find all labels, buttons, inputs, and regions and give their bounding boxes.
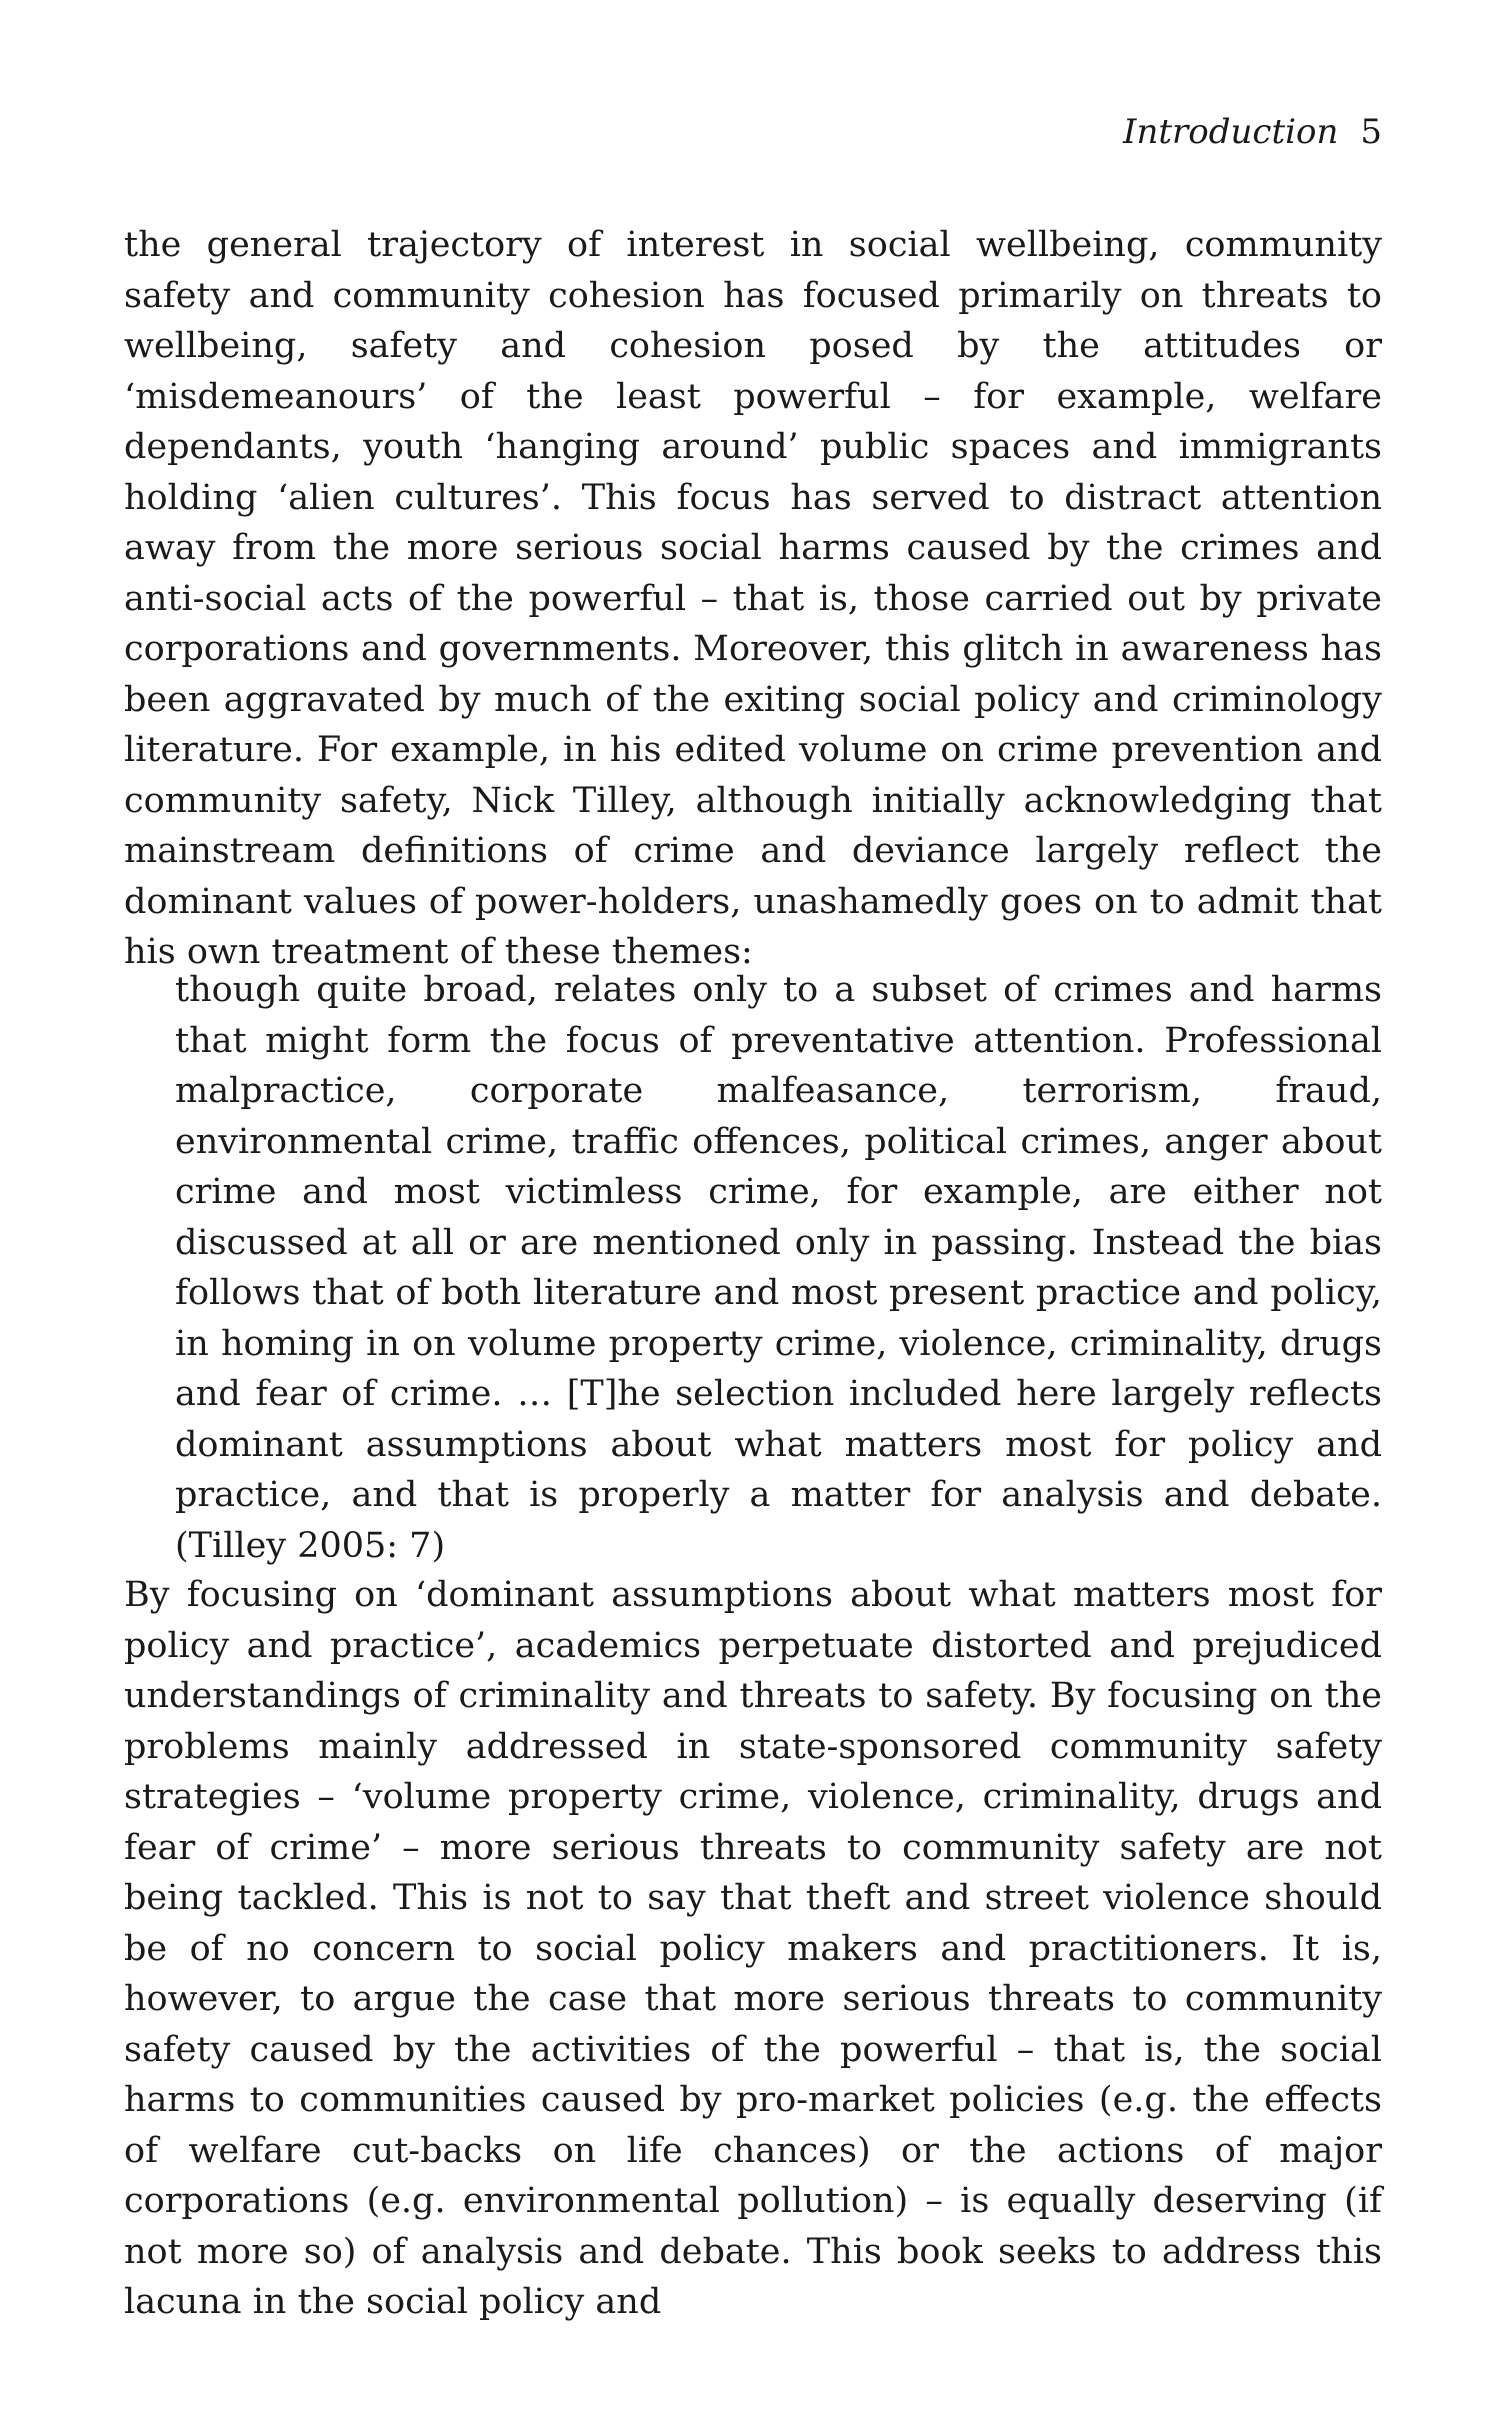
body-paragraph-1: the general trajectory of interest in social wellbeing, community safety and community cohesion has focused primarily on threats to wellbeing, safety and cohesion posed by the attitudes or ‘misdemeanours’ of the least powerful – for example, welfare dependants, youth ‘hanging around’ public spaces and immigrants holding ‘alien cultures’. This focus has served to distract attention away from the more serious social harms caused by the crimes and anti-social acts of the powerful – that is, those carried out by private corporations and governments. Moreover, this glitch in awareness has been aggravated by much of the exiting social policy and criminology literature. For example, in his edited volume on crime prevention and community safety, Nick Tilley, although initially acknowledging that mainstream definitions of crime and deviance largely reflect the dominant values of power-holders, unashamedly goes on to admit that his own treatment of these themes: <box>124 225 1382 972</box>
body-paragraph-2: By focusing on ‘dominant assumptions about what matters most for policy and practice’, academics perpetuate distorted and prejudiced understandings of criminality and threats to safety. By focusing on the problems mainly addressed in state-sponsored community safety strategies – ‘volume property crime, violence, criminality, drugs and fear of crime’ – more serious threats to community safety are not being tackled. This is not to say that theft and street violence should be of no concern to social policy makers and practitioners. It is, however, to argue the case that more serious threats to community safety caused by the activities of the powerful – that is, the social harms to communities caused by pro-market policies (e.g. the effects of welfare cut-backs on life chances) or the actions of major corporations (e.g. environmental pollution) – is equally deserving (if not more so) of analysis and debate. This book seeks to address this lacuna in the social policy and <box>124 1575 1382 2322</box>
running-head <box>1123 112 1382 152</box>
running-head-section-title: Introduction <box>1123 112 1339 152</box>
block-quote: though quite broad, relates only to a subset of crimes and harms that might form the focus of preventative attention. Professional malpractice, corporate malfeasance, terrorism, fraud, environmental crime, traffic offences, political crimes, anger about crime and most victimless crime, for example, are either not discussed at all or are mentioned only in passing. Instead the bias follows that of both literature and most present practice and policy, in homing in on volume property crime, violence, criminality, drugs and fear of crime. … [T]he selection included here largely reflects dominant assumptions about what matters most for policy and practice, and that is properly a matter for analysis and debate. (Tilley 2005: 7) <box>175 970 1382 1566</box>
page-number: 5 <box>1360 112 1382 152</box>
